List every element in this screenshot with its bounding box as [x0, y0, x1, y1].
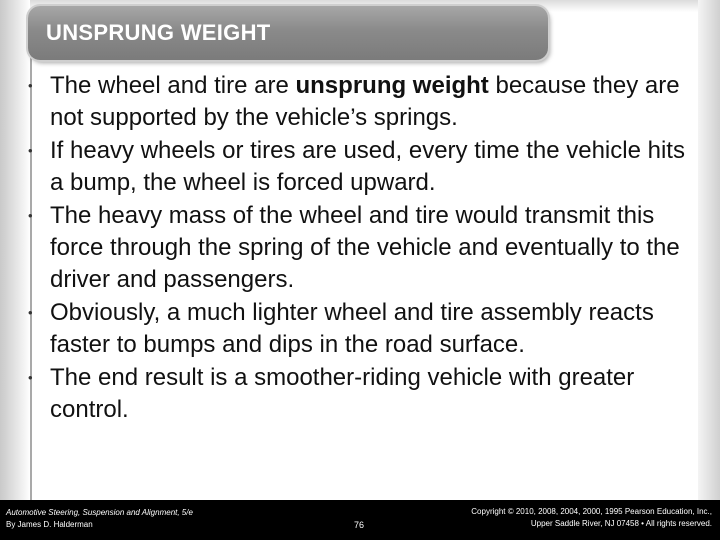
footer-author: By James D. Halderman	[6, 520, 93, 529]
bullet-icon: •	[28, 142, 33, 158]
bullet-text: The end result is a smoother-riding vehicle with greater control.	[50, 363, 635, 424]
page-number: 76	[354, 520, 365, 530]
footer-bar	[0, 500, 720, 540]
footer-book-title: Automotive Steering, Suspension and Alignment, 5/e	[6, 508, 193, 517]
bullet-icon: •	[28, 304, 33, 320]
right-decor-rail	[698, 0, 720, 500]
bullet-item	[28, 135, 698, 200]
footer-copyright	[471, 506, 712, 530]
bullet-text: The heavy mass of the wheel and tire would transmit this force through the spring of the vehicle and eventually to the driver and passengers.	[50, 201, 680, 294]
footer-book-info	[6, 507, 193, 531]
slide-title: UNSPRUNG WEIGHT	[46, 20, 271, 45]
bullet-item	[28, 200, 698, 297]
bullet-icon: •	[28, 207, 33, 223]
bullet-item	[28, 297, 698, 362]
copyright-line-1: Copyright © 2010, 2008, 2004, 2000, 1995 Pearson Education, Inc.,	[471, 507, 712, 516]
bullet-text: If heavy wheels or tires are used, every time the vehicle hits a bump, the wheel is forced upward.	[50, 136, 685, 197]
bullet-list	[28, 70, 698, 426]
bullet-text-tail: because they are not supported by the vehicle’s springs.	[50, 72, 680, 132]
bullet-item	[28, 70, 698, 135]
bullet-item	[28, 362, 698, 427]
left-decor-rail	[0, 0, 30, 500]
title-bar	[28, 6, 548, 60]
bullet-icon: •	[28, 369, 33, 385]
bullet-text: Obviously, a much lighter wheel and tire assembly reacts faster to bumps and dips in the road surface.	[50, 298, 654, 359]
bullet-bold-term: unsprung weight	[295, 72, 489, 99]
copyright-line-2: Upper Saddle River, NJ 07458 • All rights reserved.	[530, 519, 712, 528]
bullet-text: The wheel and tire are	[50, 72, 296, 99]
bullet-icon: •	[28, 78, 33, 93]
